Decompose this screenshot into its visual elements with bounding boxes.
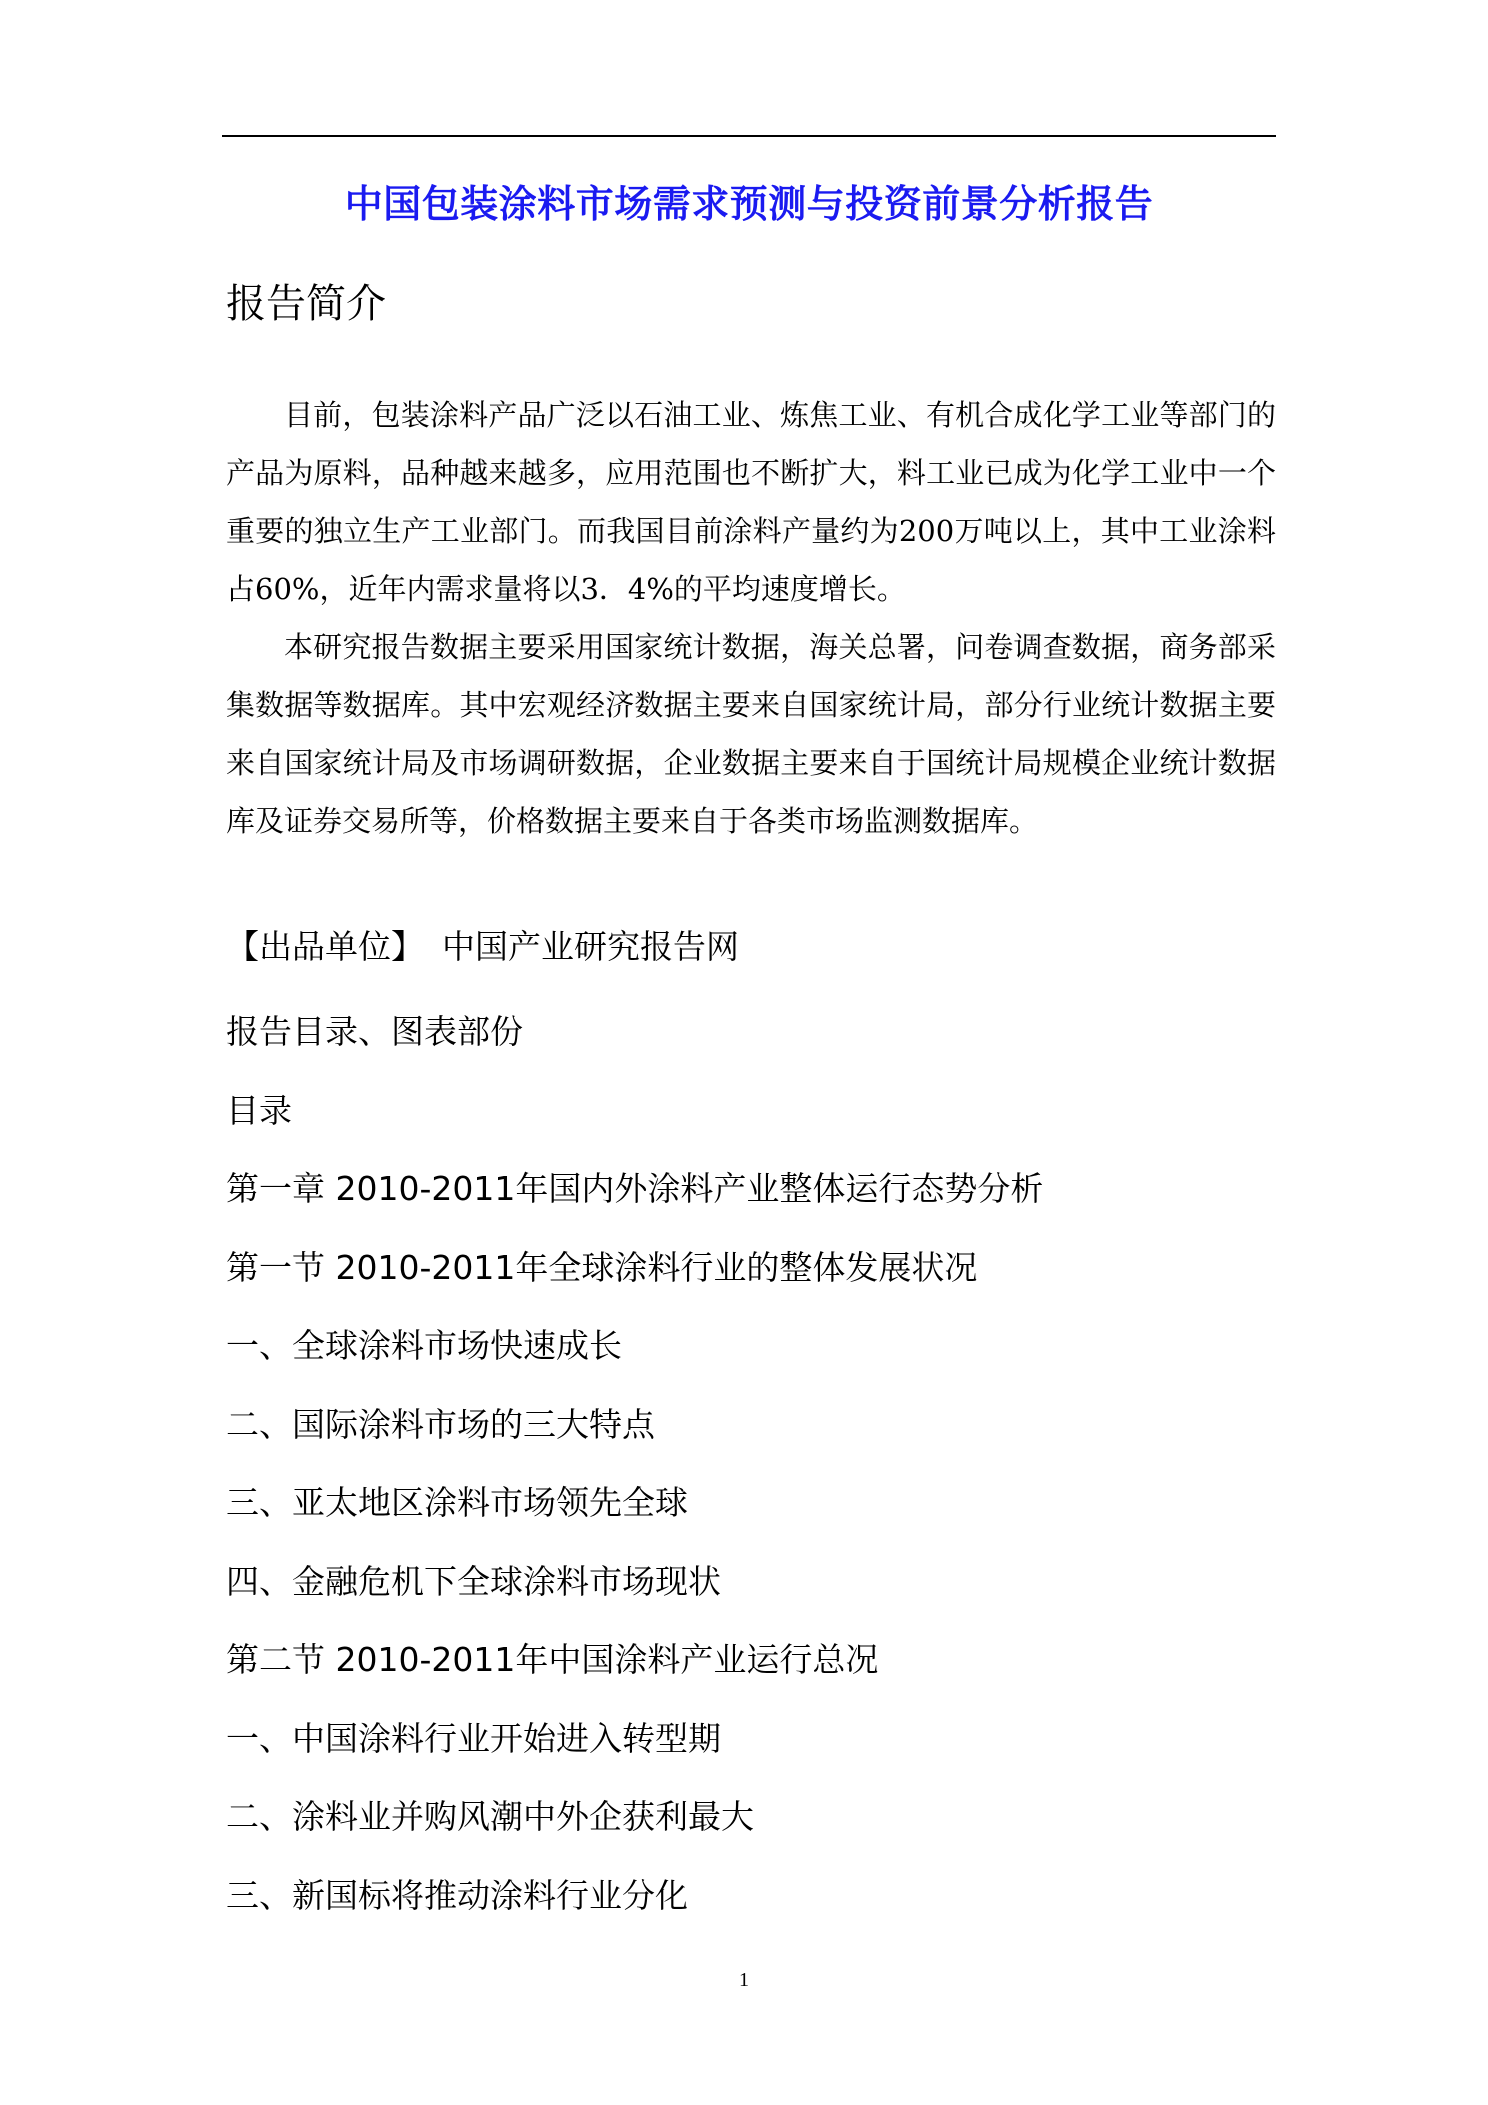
toc-item: 二、国际涂料市场的三大特点 xyxy=(226,1404,655,1444)
header-rule xyxy=(222,135,1276,137)
intro-body xyxy=(226,386,1276,850)
toc-heading: 目录 xyxy=(226,1090,292,1130)
toc-item: 四、金融危机下全球涂料市场现状 xyxy=(226,1561,721,1601)
toc-item: 一、中国涂料行业开始进入转型期 xyxy=(226,1718,721,1758)
toc-item: 第一章 2010-2011年国内外涂料产业整体运行态势分析 xyxy=(226,1169,1044,1208)
toc-item: 一、全球涂料市场快速成长 xyxy=(226,1326,622,1365)
producer-label: 【出品单位】 xyxy=(226,927,424,966)
toc-item: 三、亚太地区涂料市场领先全球 xyxy=(226,1483,688,1522)
producer-value: 中国产业研究报告网 xyxy=(442,927,739,966)
table-of-contents xyxy=(226,1010,1043,1952)
intro-heading: 报告简介 xyxy=(226,281,386,327)
toc-item: 二、涂料业并购风潮中外企获利最大 xyxy=(226,1797,754,1836)
intro-paragraph: 本研究报告数据主要采用国家统计数据，海关总署，问卷调查数据，商务部采集数据等数据库。其中宏观经济数据主要来自国家统计局，部分行业统计数据主要来自国家统计局及市场调研数据，企业数据主要来自于国统计局规模企业统计数据库及证券交易所等，价格数据主要来自于各类市场监测数据库。 xyxy=(226,630,1276,838)
intro-paragraph: 目前，包装涂料产品广泛以石油工业、炼焦工业、有机合成化学工业等部门的产品为原料，品种越来越多，应用范围也不断扩大，料工业已成为化学工业中一个重要的独立生产工业部门。而我国目前涂料产量约为200万吨以上，其中工业涂料占60%，近年内需求量将以3．4%的平均速度增长。 xyxy=(226,398,1276,606)
toc-item: 三、新国标将推动涂料行业分化 xyxy=(226,1875,688,1915)
page-number: 1 xyxy=(739,1969,749,1991)
producer-line xyxy=(226,925,739,969)
toc-item: 第二节 2010-2011年中国涂料产业运行总况 xyxy=(226,1640,879,1679)
toc-heading: 报告目录、图表部份 xyxy=(226,1012,523,1051)
toc-item: 第一节 2010-2011年全球涂料行业的整体发展状况 xyxy=(226,1247,978,1287)
report-title: 中国包装涂料市场需求预测与投资前景分析报告 xyxy=(344,182,1154,226)
